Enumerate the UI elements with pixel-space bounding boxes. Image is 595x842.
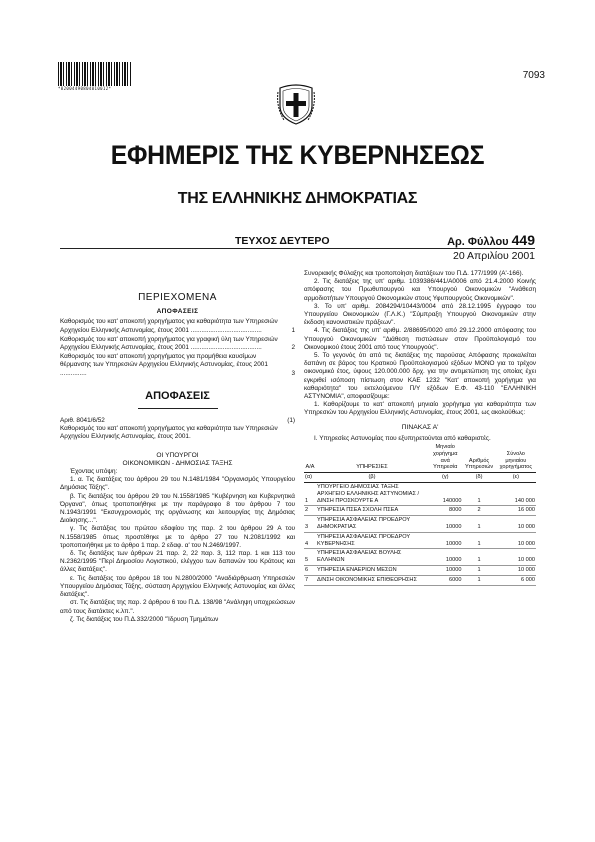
row-service: Δ/ΝΣΗ ΟΙΚΟΝΟΜΙΚΗΣ ΕΠΙΘΕΩΡΗΣΗΣ xyxy=(316,575,428,585)
row-monthly: 8000 xyxy=(428,506,462,516)
paragraph: γ. Τις διατάξεις του πρώτου εδαφίου της παρ. 2 του άρθρου 29 Α του Ν.1558/1985 όπως προστέθηκε με το άρθρο 27 του Ν.2081/1992 και τροποποιήθηκε με το άρθρο 1 παρ. 2 εδαφ. α' του Ν.2469/1997. xyxy=(60,525,295,549)
paragraph: Συνοριακής Φύλαξης και τροποποίηση διατάξεων του Π.Δ. 177/1999 (Α'-166). xyxy=(304,270,524,277)
sheet-number-value: 449 xyxy=(511,232,535,248)
column-label: (β) xyxy=(316,473,428,483)
row-service: ΥΠΗΡΕΣΙΑ ΕΝΑΕΡΙΩΝ ΜΕΣΩΝ xyxy=(316,566,428,576)
row-count: 1 xyxy=(462,575,495,585)
column-header: Μηνιαίο χορήγημα ανά Υπηρεσία xyxy=(432,444,458,471)
toc-item[interactable] xyxy=(60,353,295,378)
barcode-text: *02004490804010012* xyxy=(58,86,112,91)
decisions-heading: ΑΠΟΦΑΣΕΙΣ xyxy=(145,389,210,402)
row-monthly: 10000 xyxy=(428,566,462,576)
row-service: ΥΠΗΡΕΣΙΑ ΠΣΕΑ ΣΧΟΛΗ ΠΣΕΑ xyxy=(316,506,428,516)
issue-date: 20 Απριλίου 2001 xyxy=(452,250,535,262)
row-total: 6 000 xyxy=(496,575,536,585)
barcode xyxy=(58,62,132,86)
table-row xyxy=(304,483,536,506)
decision-number: Αριθ. 8041/6/52 xyxy=(60,417,105,425)
ministers-line-2: ΟΙΚΟΝΟΜΙΚΩΝ - ΔΗΜΟΣΙΑΣ ΤΑΞΗΣ xyxy=(122,459,233,467)
sheet-label: Αρ. Φύλλου xyxy=(447,236,509,248)
decision-number-row xyxy=(60,417,295,425)
row-number: 5 xyxy=(304,549,316,566)
allocation-table xyxy=(304,443,536,586)
toc-item-text: Καθορισμός του κατ' αποκοπή χορηγήματος για προμήθεια καυσίμων θέρμανσης των Υπηρεσιών Αρχηγείου Ελληνικής Αστυνομίας, έτους 2001 ............... xyxy=(60,353,268,377)
table-row xyxy=(304,549,536,566)
row-monthly: 10000 xyxy=(428,532,462,549)
row-total: 10 000 xyxy=(496,532,536,549)
row-number: 3 xyxy=(304,516,316,533)
table-row xyxy=(304,532,536,549)
row-total: 10 000 xyxy=(496,516,536,533)
column-header: Σύνολο μηνιαίου χορηγήματος xyxy=(499,450,533,471)
table-row xyxy=(304,506,536,516)
row-total: 16 000 xyxy=(496,506,536,516)
column-header: ΥΠΗΡΕΣΙΕΣ xyxy=(356,464,388,471)
toc-item[interactable] xyxy=(60,336,295,352)
gazette-subtitle: ΤΗΣ ΕΛΛΗΝΙΚΗΣ ΔΗΜΟΚΡΑΤΙΑΣ xyxy=(177,190,418,207)
row-monthly: 140000 xyxy=(428,483,462,506)
column-label: (α) xyxy=(304,473,316,483)
table-row xyxy=(304,575,536,585)
paragraph: ε. Τις διατάξεις του άρθρου 18 του Ν.2800/2000 "Αναδιάρθρωση Υπηρεσιών Υπουργείου Δημόσιας Τάξης, σύσταση Αρχηγείου Ελληνικής Αστυνομίας και άλλες διατάξεις". xyxy=(60,574,295,599)
row-number: 7 xyxy=(304,575,316,585)
toc-item-page: 3 xyxy=(291,369,295,377)
divider xyxy=(138,408,218,409)
paragraph: 1. α. Τις διατάξεις του άρθρου 29 του Ν.1481/1984 "Οργανισμός Υπουργείου Δημόσιας Τάξης". xyxy=(60,476,295,492)
toc-item-page: 1 xyxy=(291,326,295,334)
paragraph: δ. Τις διατάξεις των άρθρων 21 παρ. 2, 22 παρ. 3, 112 παρ. 1 και 113 του Ν.2362/1995 "Περί Δημοσίου Λογιστικού, ελέγχου των δαπανών του Κράτους και άλλες διατάξεις". xyxy=(60,550,295,574)
row-service: ΥΠΗΡΕΣΙΑ ΑΣΦΑΛΕΙΑΣ ΠΡΟΕΔΡΟΥ ΔΗΜΟΚΡΑΤΙΑΣ xyxy=(316,516,428,533)
toc-item[interactable] xyxy=(60,318,295,334)
considering-label: Έχοντας υπόψη: xyxy=(70,468,118,476)
issue-type: ΤΕΥΧΟΣ ΔΕΥΤΕΡΟ xyxy=(235,235,330,247)
row-monthly: 10000 xyxy=(428,516,462,533)
header-rule xyxy=(60,248,535,249)
paragraph: 4. Τις διατάξεις της υπ' αριθμ. 2/88695/0020 από 29.12.2000 απόφασης του Υπουργού Οικονομικών "Διάθεση πιστώσεων στον Προϋπολογισμό του Οικονομικού έτους 2001 από τους Υπουργούς". xyxy=(304,327,536,351)
paragraph: β. Τις διατάξεις του άρθρου 29 του Ν.1558/1985 "Κυβέρνηση και Κυβερνητικά Όργανα", όπως τροποποιήθηκε με την παράγραφο 8 του άρθρου 7 του Ν.1943/1991 "Εκσυγχρονισμός της οργάνωσης και λειτουργίας της Δημόσιας Διοίκησης...". xyxy=(60,492,295,525)
contents-heading: ΠΕΡΙΕΧΟΜΕΝΑ xyxy=(138,292,217,303)
paragraph: στ. Τις διατάξεις της παρ. 2 άρθρου 6 του Π.Δ. 138/98 "Ανάληψη υποχρεώσεων από τους διατάκτες κ.λπ.". xyxy=(60,599,295,615)
toc-item-page: 2 xyxy=(291,344,295,352)
paragraph: 2. Τις διατάξεις της υπ' αριθμ. 1039386/441/Α0006 από 21.4.2000 Κοινής απόφασης του Πρωθυπουργού και Υπουργού Οικονομικών "Ανάθεση αρμοδιοτήτων Υπουργού Οικονομικών στους Υφυπουργούς Οικονομικών". xyxy=(304,278,536,302)
row-total: 10 000 xyxy=(496,549,536,566)
row-count: 2 xyxy=(462,506,495,516)
table-row xyxy=(304,516,536,533)
row-monthly: 6000 xyxy=(428,575,462,585)
row-number: 2 xyxy=(304,506,316,516)
column-label: (γ) xyxy=(428,473,462,483)
paragraph: 1. Καθορίζουμε το κατ' αποκοπή μηνιαίο χορήγημα για καθαριότητα των Υπηρεσιών του Αρχηγείου Ελληνικής Αστυνομίας, έτους 2001, ως ακολούθως: xyxy=(304,401,536,417)
row-total: 140 000 xyxy=(496,483,536,506)
paragraph: 5. Το γεγονός ότι από τις διατάξεις της παρούσας Απόφασης προκαλείται δαπάνη σε βάρος του Κρατικού Προϋπολογισμού εξόδων ΜΟΝΟ για το τρέχον οικονομικό έτος, ύψους 120.000.000 δρχ. για την αντιμετώπιση της οποίας έχει εγκριθεί ισόποση πίστωση στον ΚΑΕ 1232 "Κατ' αποκοπή χορήγημα για καθαριότητα" του εκτελούμενου Π/Υ εξόδων Ε.Φ. 43-110 "ΕΛΛΗΝΙΚΗ ΑΣΤΥΝΟΜΙΑ", αποφασίζουμε: xyxy=(304,352,536,401)
table-title: ΠΙΝΑΚΑΣ Α' xyxy=(401,423,439,431)
row-service: ΥΠΗΡΕΣΙΑ ΑΣΦΑΛΕΙΑΣ ΠΡΟΕΔΡΟΥ ΚΥΒΕΡΝΗΣΗΣ xyxy=(316,532,428,549)
column-label: (δ) xyxy=(462,473,495,483)
left-column xyxy=(60,270,295,624)
column-label-row xyxy=(304,473,536,483)
gazette-title: ΕΦΗΜΕΡΙΣ ΤΗΣ ΚΥΒΕΡΝΗΣΕΩΣ xyxy=(110,140,485,170)
ministers-line-1: ΟΙ ΥΠΟΥΡΓΟΙ xyxy=(156,451,199,459)
row-number: 6 xyxy=(304,566,316,576)
row-service: ΥΠΗΡΕΣΙΑ ΑΣΦΑΛΕΙΑΣ ΒΟΥΛΗΣ ΕΛΛΗΝΩΝ xyxy=(316,549,428,566)
contents-subheading: ΑΠΟΦΑΣΕΙΣ xyxy=(156,308,199,316)
decision-ref: (1) xyxy=(287,417,295,425)
decision-subject: Καθορισμός του κατ' αποκοπή χορηγήματος για καθαριότητα των Υπηρεσιών Αρχηγείου Ελληνικής Αστυνομίας, έτους 2001. xyxy=(60,425,278,441)
row-number: 4 xyxy=(304,532,316,549)
row-count: 1 xyxy=(462,532,495,549)
table-header-row xyxy=(304,443,536,473)
row-count: 1 xyxy=(462,566,495,576)
column-header: Αριθμός Υπηρεσιών xyxy=(464,457,494,471)
greek-coat-of-arms-icon xyxy=(276,82,316,126)
ministers-block xyxy=(60,452,295,468)
sheet-number xyxy=(447,232,535,248)
row-count: 1 xyxy=(462,549,495,566)
row-total: 10 000 xyxy=(496,566,536,576)
row-service: ΥΠΟΥΡΓΕΙΟ ΔΗΜΟΣΙΑΣ ΤΑΞΗΣ ΑΡΧΗΓΕΙΟ ΕΛΛΗΝΙΚΗΣ ΑΣΤΥΝΟΜΙΑΣ / ΔΙΝΣΗ ΠΡΟΣΚΟΥΡΤΕ Α xyxy=(316,483,428,506)
row-number: 1 xyxy=(304,483,316,506)
row-count: 1 xyxy=(462,516,495,533)
toc-item-text: Καθορισμός του κατ' αποκοπή χορηγήματος για γραφική ύλη των Υπηρεσιών Αρχηγείου Ελληνικής Αστυνομίας, έτους 2001 ........................................ xyxy=(60,335,278,352)
row-monthly: 10000 xyxy=(428,549,462,566)
page-number: 7093 xyxy=(522,70,545,81)
row-count: 1 xyxy=(462,483,495,506)
column-header: Α/Α xyxy=(305,464,315,471)
toc-item-text: Καθορισμός του κατ' αποκοπή χορηγήματος για καθαριότητα των Υπηρεσιών Αρχηγείου Ελληνικής Αστυνομίας, έτους 2001 ........................................ xyxy=(60,318,278,334)
paragraph: ζ. Τις διατάξεις του Π.Δ.332/2000 "Ίδρυση Τμημάτων xyxy=(70,615,219,623)
table-row xyxy=(304,566,536,576)
paragraph: 3. Το υπ' αριθμ. 2084294/10443/0004 από 28.12.1995 έγγραφο του Υπουργείου Οικονομικών (Γ.Λ.Κ.) "Σύμπραξη Υπουργού Οικονομικών στην έκδοση κανονιστικών πράξεων". xyxy=(304,302,536,327)
right-column xyxy=(304,270,536,586)
column-label: (ε) xyxy=(496,473,536,483)
table-intro: Ι. Υπηρεσίες Αστυνομίας που εξυπηρετούνται από καθαριστές. xyxy=(314,434,491,442)
